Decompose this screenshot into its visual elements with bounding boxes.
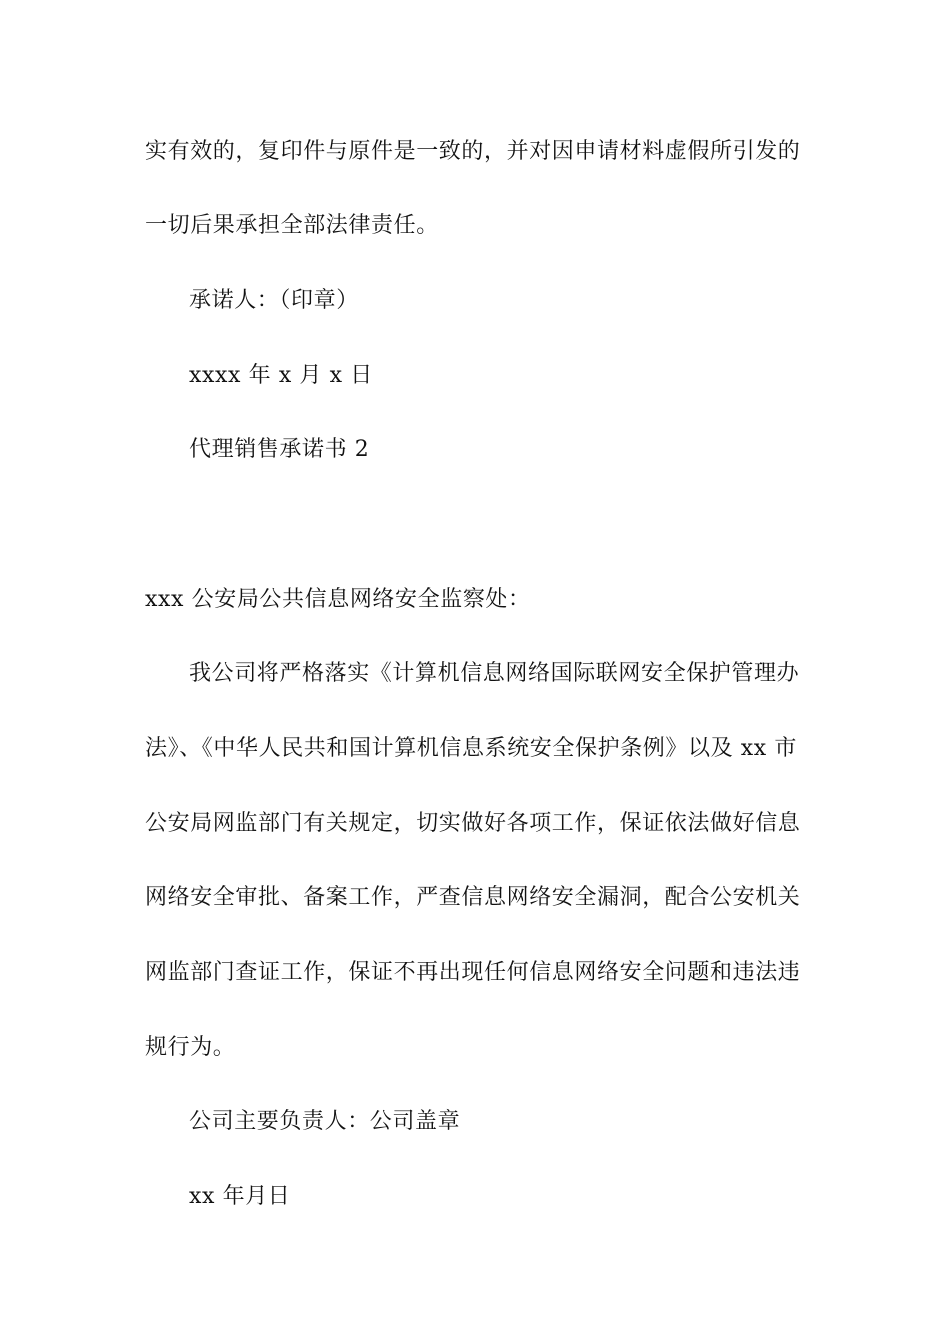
paragraph-2-line-6: 规行为。 (145, 1035, 236, 1060)
addressee-line: xxx 公安局公共信息网络安全监察处： (145, 587, 531, 612)
paragraph-1-line-1: 实有效的，复印件与原件是一致的，并对因申请材料虚假所引发的 (145, 139, 801, 164)
signatory-line-2: 公司主要负责人：公司盖章 (189, 1109, 461, 1134)
paragraph-1-line-2: 一切后果承担全部法律责任。 (145, 213, 439, 238)
section-title: 代理销售承诺书 2 (189, 437, 370, 462)
paragraph-2-line-4: 网络安全审批、备案工作，严查信息网络安全漏洞，配合公安机关 (145, 885, 801, 910)
paragraph-2-line-5: 网监部门查证工作，保证不再出现任何信息网络安全问题和违法违 (145, 960, 801, 985)
date-line-1: xxxx 年 x 月 x 日 (189, 363, 373, 388)
signatory-line-1: 承诺人：（印章） (189, 288, 359, 313)
date-line-2: xx 年月日 (189, 1184, 291, 1209)
paragraph-2-line-1: 我公司将严格落实《计算机信息网络国际联网安全保护管理办 (189, 661, 800, 686)
paragraph-2-line-3: 公安局网监部门有关规定，切实做好各项工作，保证依法做好信息 (145, 811, 801, 836)
paragraph-2-line-2: 法》、《中华人民共和国计算机信息系统安全保护条例》以及 xx 市 (145, 736, 798, 761)
